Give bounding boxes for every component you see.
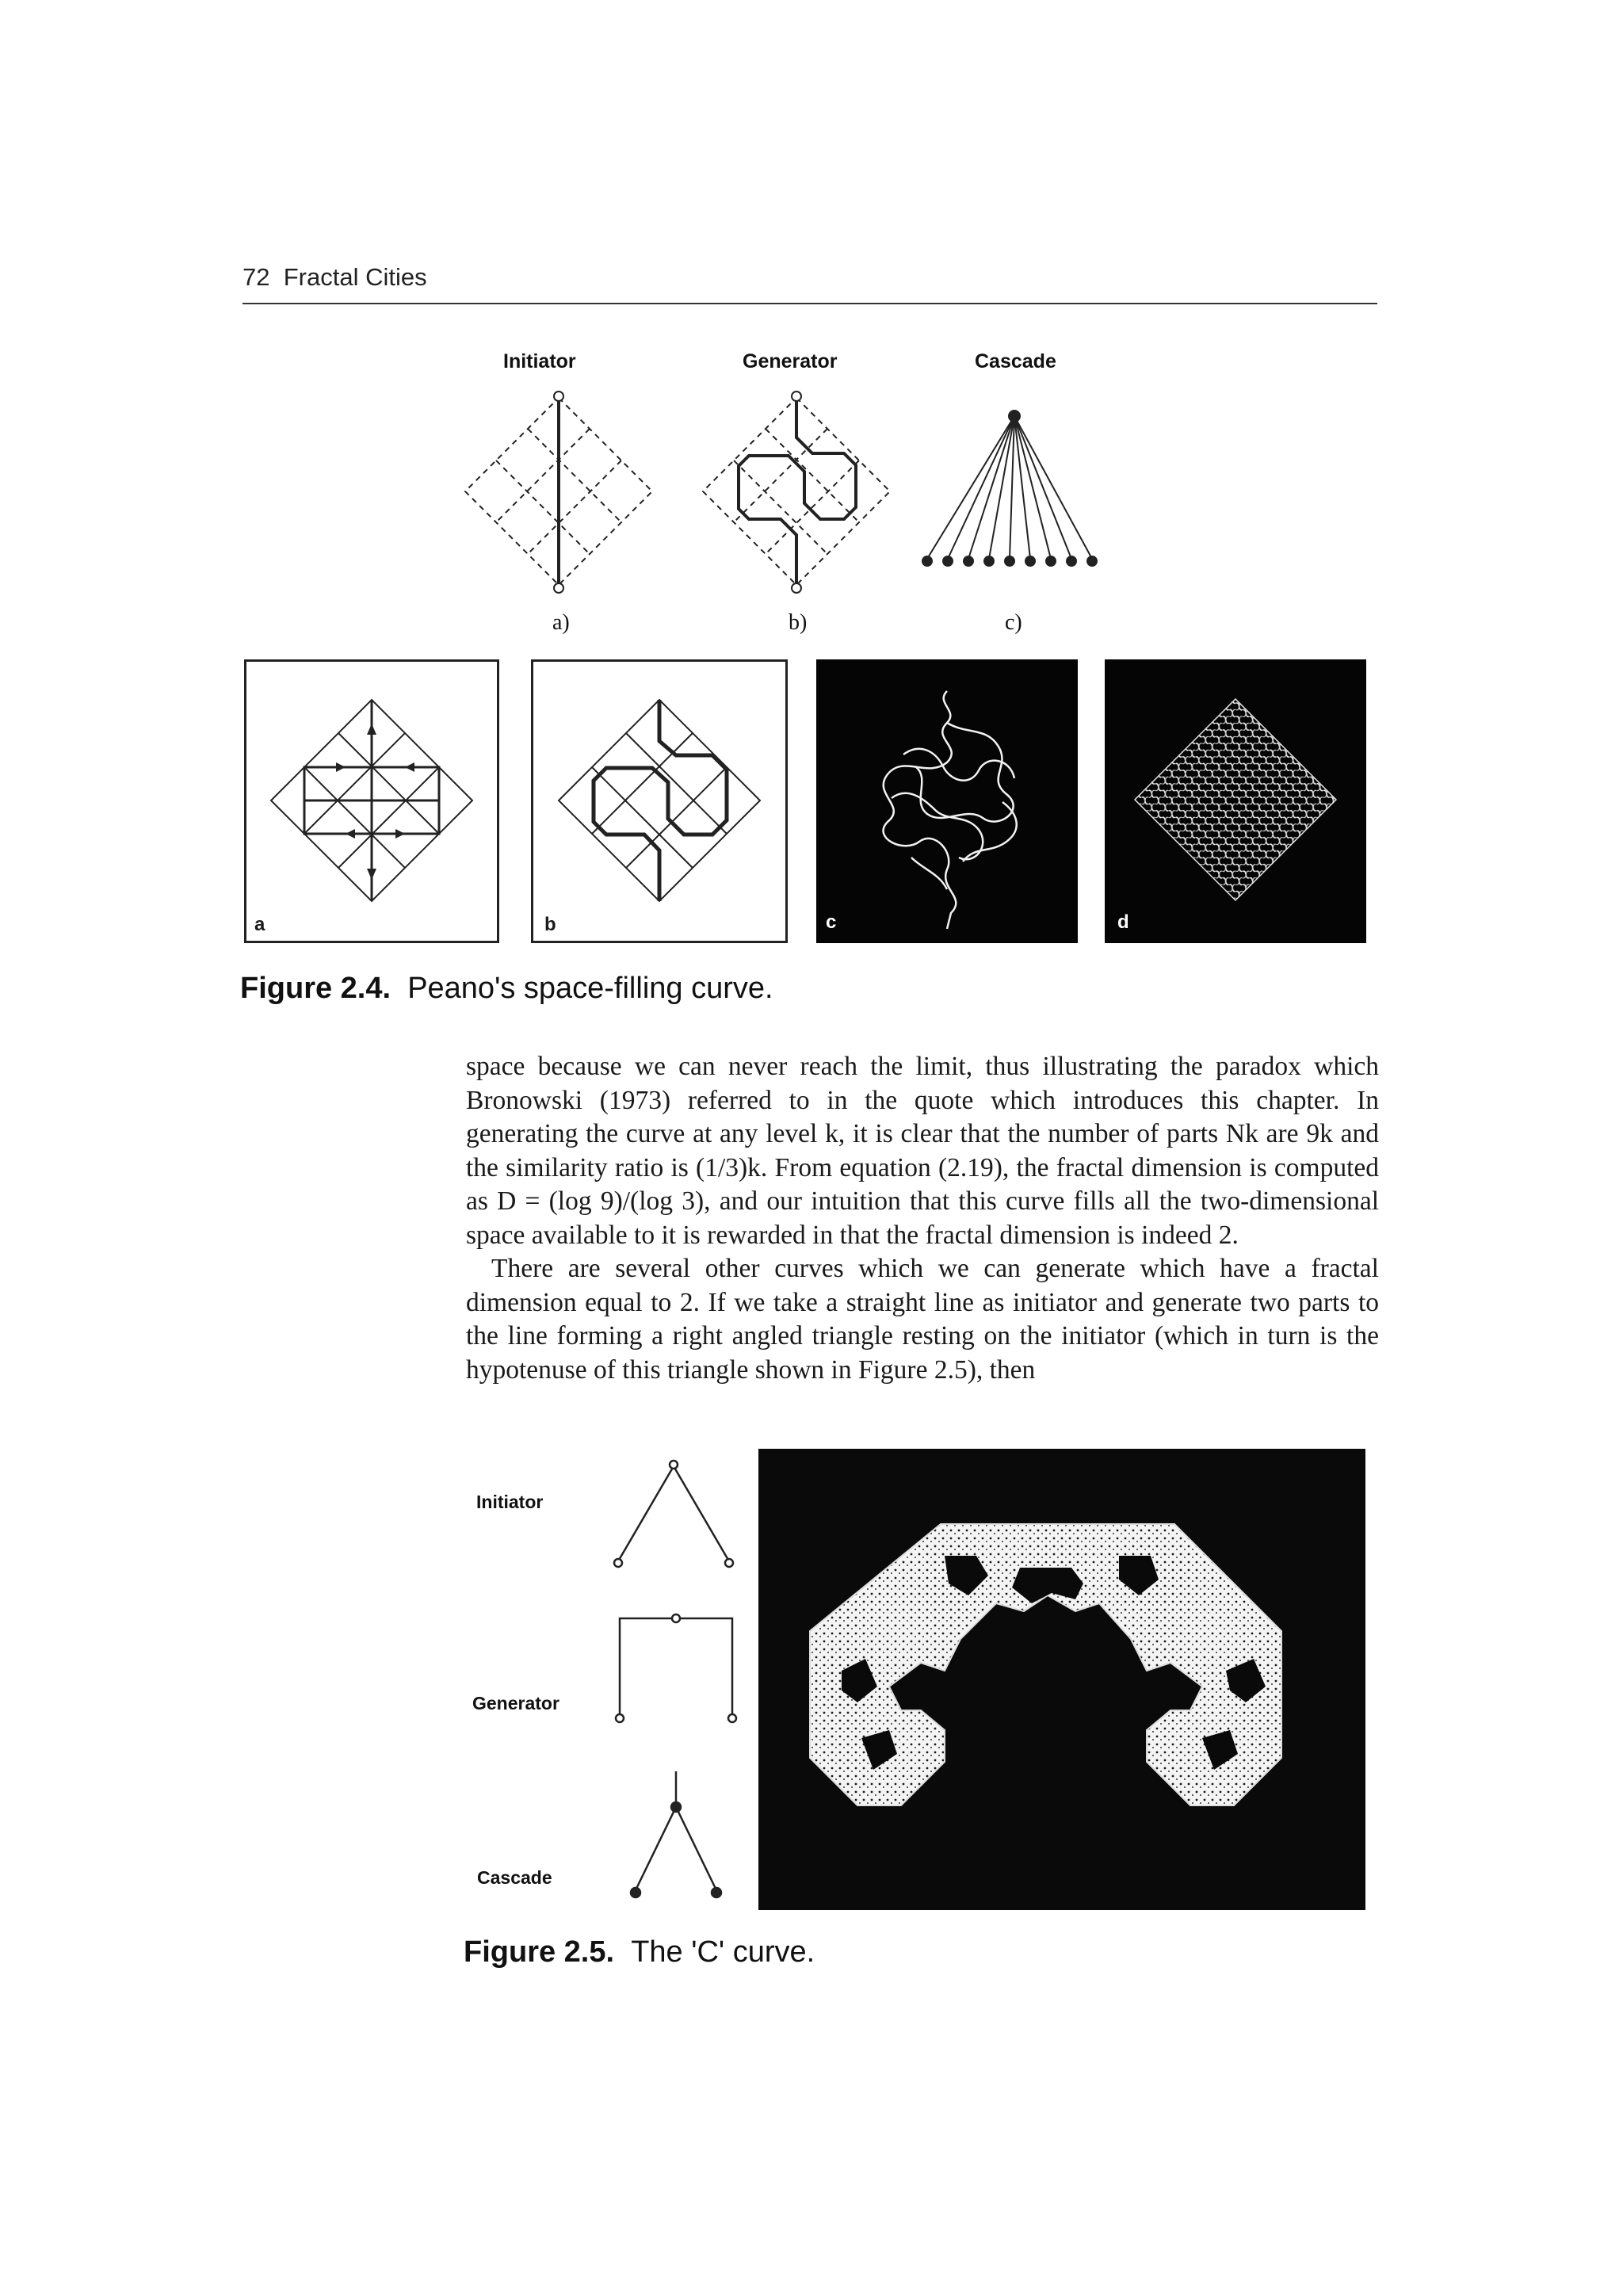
fig24-sublabel-c: c)	[1005, 610, 1022, 635]
panel-d-diagram	[1105, 659, 1366, 943]
fig24-sublabel-b: b)	[789, 610, 808, 635]
fig24-label-initiator: Initiator	[503, 350, 576, 372]
panel-c-letter: c	[826, 911, 837, 933]
header-rule	[242, 303, 1377, 304]
page-number: 72	[242, 263, 270, 291]
fig25-caption-text: The 'C' curve.	[631, 1935, 815, 1969]
panel-b-letter: b	[544, 914, 556, 935]
fig25-caption-number: Figure 2.5.	[464, 1935, 615, 1969]
fig24-label-generator: Generator	[743, 350, 838, 372]
panel-a-letter: a	[254, 914, 265, 935]
fig25-left-diagrams	[586, 1450, 761, 1926]
fig25-cascade-diagram	[631, 1771, 721, 1897]
fig24-top-diagrams	[444, 380, 1157, 618]
running-title: Fractal Cities	[283, 263, 427, 291]
panel-a-diagram	[246, 662, 497, 941]
fig24-panel-c	[816, 659, 1078, 943]
panel-b-diagram	[533, 662, 785, 941]
fig24-sublabel-a: a)	[552, 610, 570, 635]
fig24-caption-text: Peano's space-filling curve.	[407, 972, 773, 1005]
fig25-label-generator: Generator	[472, 1693, 559, 1713]
fig24-label-cascade: Cascade	[975, 350, 1056, 372]
fig25-initiator-diagram	[614, 1461, 733, 1567]
generator-diagram	[703, 392, 890, 593]
fig25-label-initiator: Initiator	[476, 1492, 544, 1512]
fig24-caption-number: Figure 2.4.	[240, 972, 391, 1005]
panel-d-letter: d	[1117, 911, 1129, 933]
fig25-label-cascade: Cascade	[477, 1867, 552, 1888]
body-text	[466, 1050, 1379, 1387]
panel-c-diagram	[816, 659, 1078, 943]
body-paragraph-1: space because we can never reach the limit, thus illustrating the paradox which Bronowski (1973) referred to in the quote which introduces this chapter. In generating the curve at any level k, it is clear that the number of parts Nk are 9k and the similarity ratio is (1/3)k. From equation (2.19), the fractal dimension is computed as D = (log 9)/(log 3), and our intuition that this curve fills all the two-dimensional space available to it is rewarded in that the fractal dimension is indeed 2.	[466, 1052, 1379, 1250]
fig24-caption	[240, 972, 773, 1006]
initiator-diagram	[465, 392, 652, 593]
body-paragraph-2: There are several other curves which we can generate which have a fractal dimension equal to 2. If we take a straight line as initiator and generate two parts to the line forming a right angled triangle resting on the initiator (which in turn is the hypotenuse of this triangle shown in Figure 2.5), then	[466, 1254, 1379, 1385]
running-head	[242, 263, 427, 292]
c-curve-image	[758, 1449, 1365, 1910]
fig25-caption	[464, 1935, 815, 1969]
cascade-diagram	[922, 411, 1097, 566]
fig25-generator-diagram	[616, 1614, 736, 1722]
fig24-panel-d	[1105, 659, 1366, 943]
fig24-panel-b	[531, 659, 788, 943]
fig25-c-curve-panel	[758, 1449, 1365, 1910]
fig24-panel-a	[244, 659, 499, 943]
